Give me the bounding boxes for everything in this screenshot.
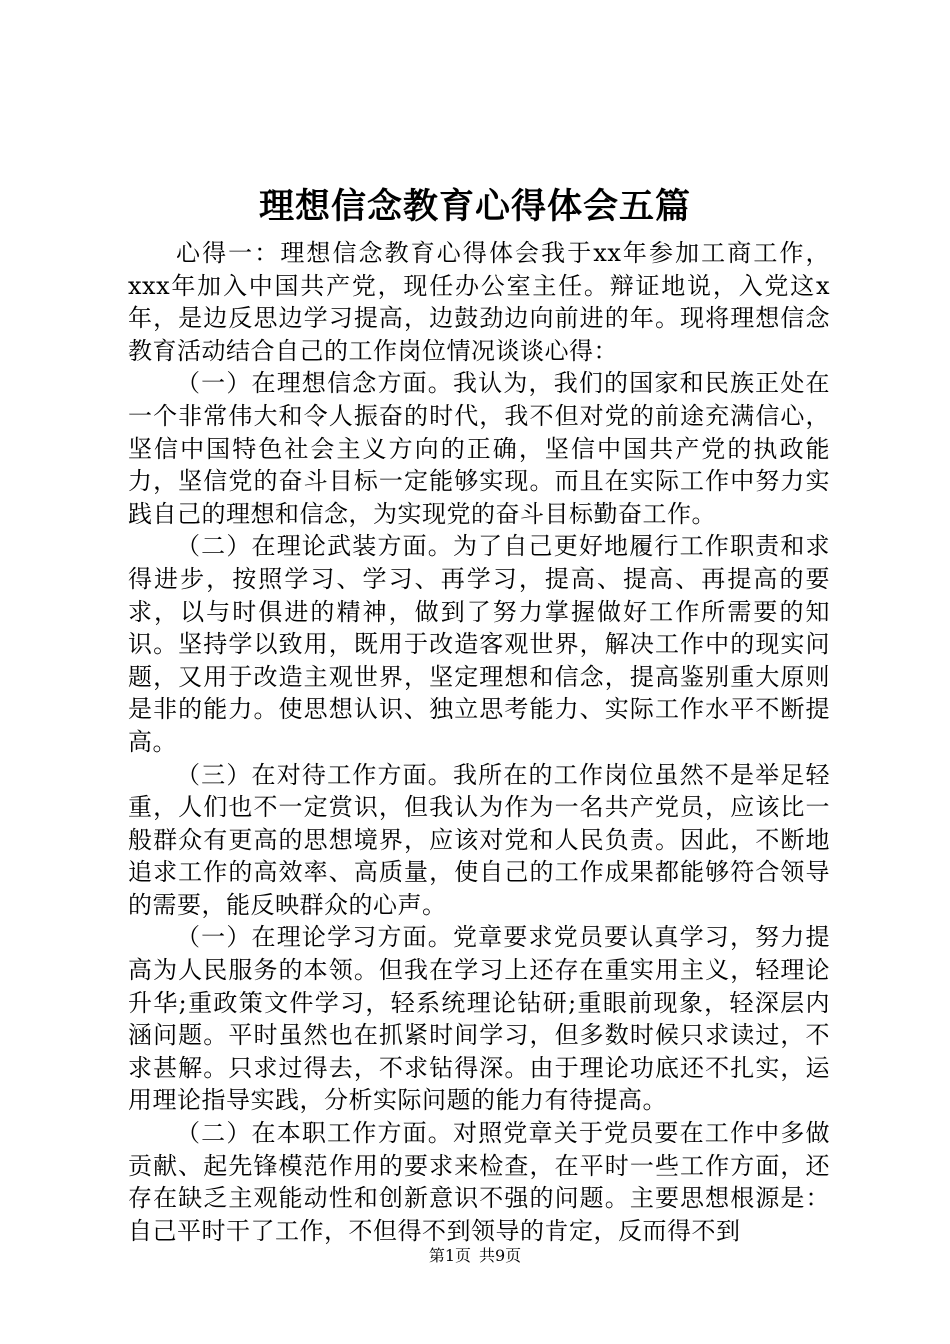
paragraph-theory-study: （一）在理论学习方面。党章要求党员要认真学习，努力提高为人民服务的本领。但我在学习上还存在重实用主义，轻理论升华;重政策文件学习，轻系统理论钻研;重眼前现象，轻深层内涵问题。平时虽然也在抓紧时间学习，但多数时候只求读过，不求甚解。只求过得去，不求钻得深。由于理论功底还不扎实，运用理论指导实践，分析实际问题的能力有待提高。 xyxy=(128,923,830,1115)
document-body xyxy=(128,237,830,1247)
page-footer xyxy=(0,1244,950,1268)
document-title: 理想信念教育心得体会五篇 xyxy=(258,186,691,227)
paragraph-work-attitude: （三）在对待工作方面。我所在的工作岗位虽然不是举足轻重，人们也不一定赏识，但我认为作为一名共产党员，应该比一般群众有更高的思想境界，应该对党和人民负责。因此，不断地追求工作的高效率、高质量，使自己的工作成果都能够符合领导的需要，能反映群众的心声。 xyxy=(128,760,830,919)
paragraph-ideals: （一）在理想信念方面。我认为，我们的国家和民族正处在一个非常伟大和令人振奋的时代，我不但对党的前途充满信心，坚信中国特色社会主义方向的正确，坚信中国共产党的执政能力，坚信党的奋斗目标一定能够实现。而且在实际工作中努力实践自己的理想和信念，为实现党的奋斗目标勤奋工作。 xyxy=(128,369,830,528)
page-count: 共9页 xyxy=(479,1246,522,1265)
page-number: 第1页 xyxy=(428,1246,471,1265)
paragraph-theory-armament: （二）在理论武装方面。为了自己更好地履行工作职责和求得进步，按照学习、学习、再学习，提高、提高、再提高的要求，以与时俱进的精神，做到了努力掌握做好工作所需要的知识。坚持学以致用，既用于改造客观世界，解决工作中的现实问题，又用于改造主观世界，坚定理想和信念，提高鉴别重大原则是非的能力。使思想认识、独立思考能力、实际工作水平不断提高。 xyxy=(128,532,830,756)
paragraph-intro: 心得一：理想信念教育心得体会我于xx年参加工商工作，xxx年加入中国共产党，现任办公室主任。辩证地说，入党这x年，是边反思边学习提高，边鼓劲边向前进的年。现将理想信念教育活动结合自己的工作岗位情况谈谈心得： xyxy=(128,239,830,365)
paragraph-duty-work: （二）在本职工作方面。对照党章关于党员要在工作中多做贡献、起先锋模范作用的要求来检查，在平时一些工作方面，还存在缺乏主观能动性和创新意识不强的问题。主要思想根源是：自己平时干了工作，不但得不到领导的肯定，反而得不到 xyxy=(128,1119,830,1245)
